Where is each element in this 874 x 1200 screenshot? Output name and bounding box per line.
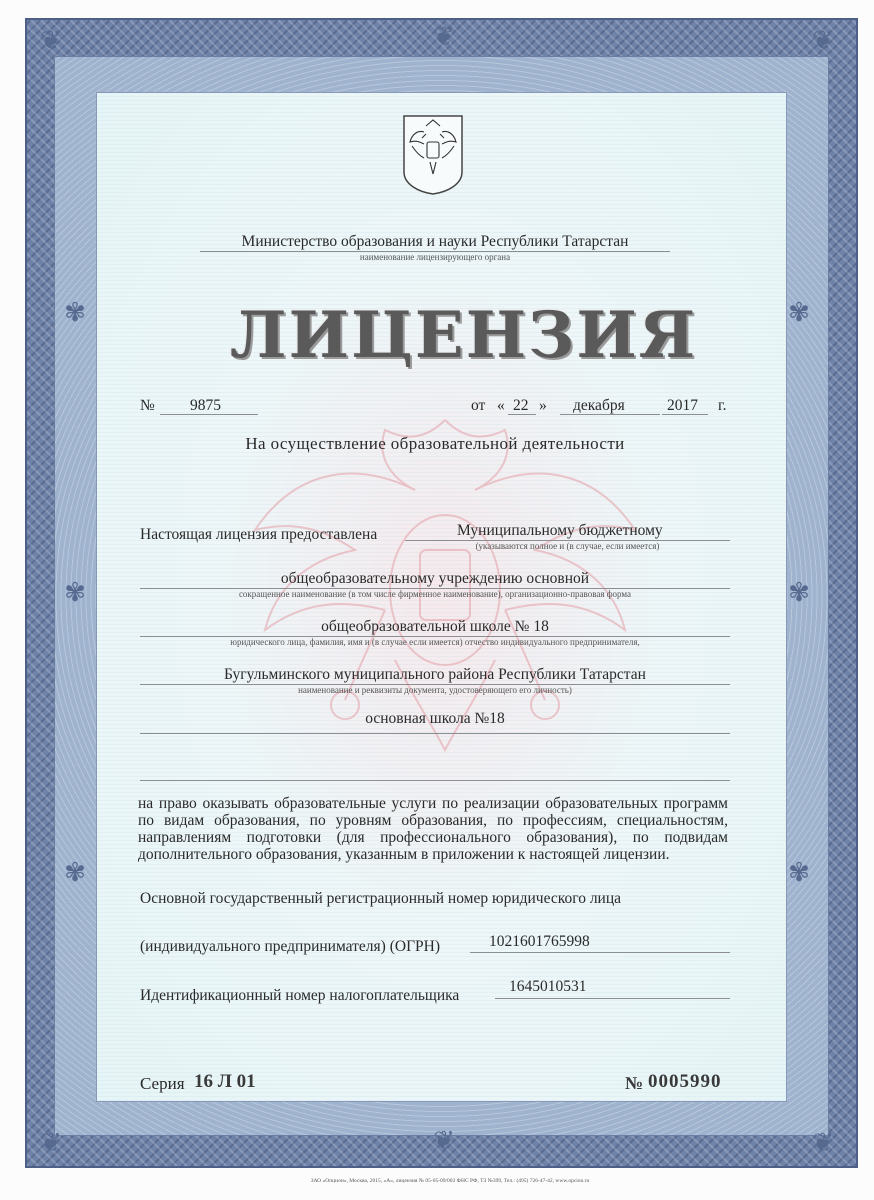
date-year: 2017 xyxy=(667,397,698,414)
date-prefix: от xyxy=(471,397,486,414)
licensee-short-name: основная школа №18 xyxy=(365,710,505,727)
underline xyxy=(495,998,730,999)
coat-of-arms-icon xyxy=(400,112,466,196)
underline xyxy=(662,414,708,415)
date-suffix: г. xyxy=(718,397,727,414)
licensee-line-2: общеобразовательному учреждению основной xyxy=(280,570,590,587)
corner-ornament-icon: ❦ xyxy=(40,1128,62,1157)
license-number: 9875 xyxy=(190,397,221,414)
inn-value: 1645010531 xyxy=(509,978,587,995)
licensee-hint-4: наименование и реквизиты документа, удостоверяющего его личность) xyxy=(298,685,572,695)
bottom-ornament-icon: ❦ xyxy=(433,1126,455,1155)
corner-ornament-icon: ❦ xyxy=(812,1128,834,1157)
underline xyxy=(140,733,730,734)
number-prefix: № xyxy=(140,397,155,414)
side-ornament-icon: ✾ xyxy=(788,858,810,887)
side-ornament-icon: ✾ xyxy=(788,298,810,327)
licensee-label: Настоящая лицензия предоставлена xyxy=(140,526,378,543)
side-ornament-icon: ✾ xyxy=(64,858,86,887)
underline xyxy=(160,414,258,415)
document-title: ЛИЦЕНЗИЯ xyxy=(230,298,698,373)
blank-number: 0005990 xyxy=(648,1071,722,1092)
date-day: 22 xyxy=(513,397,529,414)
licensee-hint-2: сокращенное наименование (в том числе фирменное наименование), организационно-правовая форма xyxy=(238,589,632,599)
ogrn-label-1: Основной государственный регистрационный номер юридического лица xyxy=(140,890,622,907)
side-ornament-icon: ✾ xyxy=(64,298,86,327)
licensee-hint-3: юридического лица, фамилия, имя и (в случае если имеется) отчество индивидуального предпринимателя, xyxy=(230,637,640,647)
underline xyxy=(470,952,730,953)
date-month: декабря xyxy=(573,397,625,414)
licensing-authority: Министерство образования и науки Республики Татарстан xyxy=(241,233,629,250)
licensee-hint-1: (указываются полное и (в случае, если имеется) xyxy=(475,541,660,551)
authority-hint: наименование лицензирующего органа xyxy=(359,252,511,262)
licensee-line-1: Муниципальному бюджетному xyxy=(457,522,663,539)
underline xyxy=(560,414,660,415)
ogrn-value: 1021601765998 xyxy=(489,933,590,950)
ogrn-label-2: (индивидуального предпринимателя) (ОГРН) xyxy=(140,938,441,955)
inn-label: Идентификационный номер налогоплательщика xyxy=(140,987,460,1004)
series-label: Серия xyxy=(140,1074,185,1093)
corner-ornament-icon: ❦ xyxy=(812,26,834,55)
license-purpose: На осуществление образовательной деятельности xyxy=(245,434,625,453)
underline xyxy=(508,414,536,415)
printer-imprint: ЗАО «Опцион», Москва, 2015, «А», лицензия № 05-05-09/003 ФНС РФ, ТЗ №399, Тел.: (495) 726-47-42, www.opcion.ru xyxy=(310,1178,590,1184)
corner-ornament-icon: ❦ xyxy=(40,26,62,55)
licensee-line-3: общеобразовательной школе № 18 xyxy=(321,618,549,635)
blank-number-prefix: № xyxy=(625,1073,644,1093)
rights-paragraph: на право оказывать образовательные услуги по реализации образовательных программ по видам образования, по уровням образования, по профессиям, специальностям, направлениям подготовки (для профессионального образования), по подвидам дополнительного образования, указанным в приложении к настоящей лицензии. xyxy=(138,795,728,863)
underline xyxy=(140,780,730,781)
licensee-line-4: Бугульминского муниципального района Республики Татарстан xyxy=(224,666,646,683)
side-ornament-icon: ✾ xyxy=(788,578,810,607)
side-ornament-icon: ✾ xyxy=(64,578,86,607)
top-ornament-icon: ❦ xyxy=(433,22,455,51)
series-value: 16 Л 01 xyxy=(194,1071,256,1092)
date-open-quote: « xyxy=(497,397,505,414)
date-close-quote: » xyxy=(539,397,547,414)
